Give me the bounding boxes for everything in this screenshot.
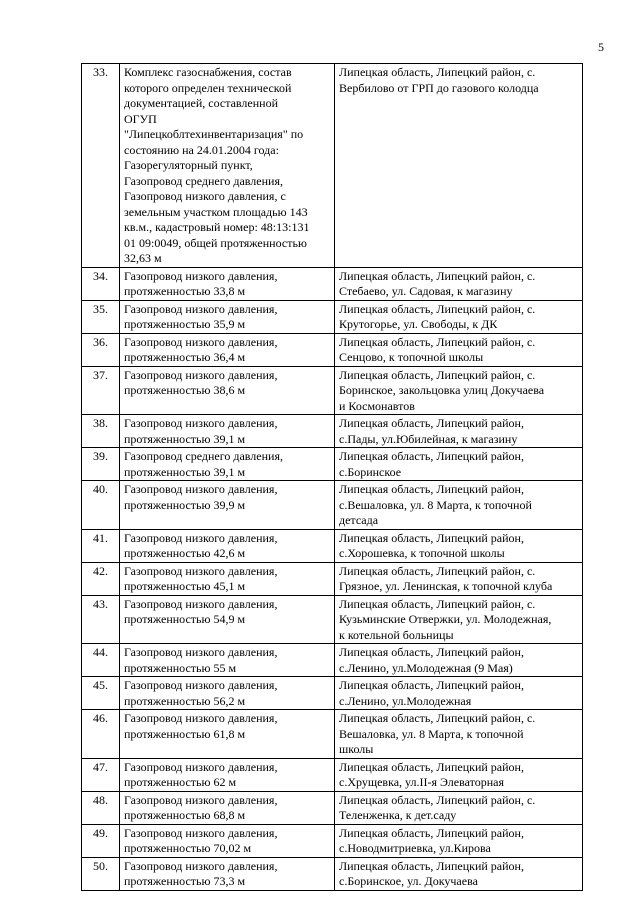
table-body [82,64,583,891]
object-description-cell-text: Газопровод низкого давления, протяженностью 39,1 м [124,416,278,446]
object-description-cell-text: Газопровод низкого давления, протяженностью 36,4 м [124,334,278,364]
location-cell-text: Липецкая область, Липецкий район, с.Пады, ул.Юбилейная, к магазину [339,416,524,446]
object-description-cell [120,448,335,481]
object-description-cell [120,267,335,300]
location-cell [335,758,583,791]
row-number-cell [82,415,120,448]
table-row [82,857,583,890]
row-number-cell [82,267,120,300]
object-description-cell [120,300,335,333]
location-cell-text: Липецкая область, Липецкий район, с.Новодмитриевка, ул.Кирова [339,825,524,855]
row-number-cell-text: 40. [93,482,108,496]
location-cell [335,824,583,857]
location-cell [335,529,583,562]
object-description-cell [120,824,335,857]
object-description-cell-text: Газопровод низкого давления, протяженностью 68,8 м [124,792,278,822]
location-cell-text: Липецкая область, Липецкий район, с. Сенцово, к топочной школы [339,334,536,364]
object-description-cell [120,710,335,759]
table-row [82,562,583,595]
location-cell-text: Липецкая область, Липецкий район, с.Боринское, ул. Докучаева [339,858,524,888]
table-row [82,758,583,791]
row-number-cell-text: 36. [93,334,108,349]
table-row [82,300,583,333]
object-description-cell-text: Газопровод низкого давления, протяженностью 56,2 м [124,678,278,708]
location-cell [335,64,583,268]
object-description-cell [120,366,335,415]
location-cell [335,448,583,481]
location-cell-text: Липецкая область, Липецкий район, с.Боринское [339,449,524,479]
location-cell [335,857,583,890]
location-cell [335,644,583,677]
row-number-cell [82,481,120,530]
row-number-cell [82,562,120,595]
row-number-cell [82,366,120,415]
location-cell [335,595,583,644]
object-description-cell [120,595,335,644]
location-cell-text: Липецкая область, Липецкий район, с.Вешаловка, ул. 8 Марта, к топочной детсада [339,482,532,527]
row-number-cell-text: 33. [93,65,108,79]
location-cell-text: Липецкая область, Липецкий район, с. Вешаловка, ул. 8 Марта, к топочной школы [339,711,536,756]
row-number-cell [82,824,120,857]
row-number-cell-text: 45. [93,678,108,692]
object-description-cell-text: Газопровод низкого давления, протяженностью 54,9 м [124,596,278,626]
table-row [82,333,583,366]
row-number-cell-text: 46. [93,711,108,725]
row-number-cell [82,333,120,366]
table-row [82,677,583,710]
object-description-cell-text: Газопровод низкого давления, протяженностью 39,9 м [124,482,278,512]
location-cell-text: Липецкая область, Липецкий район, с.Хрущевка, ул.II-я Элеваторная [339,759,524,789]
row-number-cell [82,644,120,677]
object-description-cell-text: Комплекс газоснабжения, состав которого определен технической документацией, составленной ОГУП "Липецкоблтехинвентаризация" по состоянию на 24.01.2004 года: Газорегуляторный пункт, Газопровод среднего давления, Газопровод низкого давления, с земельным участком площадью 143 кв.м., кадастровый номер: 48:13:131 01 09:0049, общей протяженностью 32,63 м [124,65,310,265]
object-description-cell [120,758,335,791]
location-cell-text: Липецкая область, Липецкий район, с. Грязное, ул. Ленинская, к топочной клуба [339,563,553,593]
table-row [82,791,583,824]
table-row [82,824,583,857]
location-cell-text: Липецкая область, Липецкий район, с. Теленженка, к дет.саду [339,792,536,822]
location-cell-text: Липецкая область, Липецкий район, с.Хорошевка, к топочной школы [339,530,524,560]
object-description-cell-text: Газопровод низкого давления, протяженностью 45,1 м [124,563,278,593]
location-cell [335,562,583,595]
object-description-cell [120,529,335,562]
location-cell [335,333,583,366]
object-description-cell-text: Газопровод низкого давления, протяженностью 38,6 м [124,367,278,397]
row-number-cell-text: 37. [93,367,108,382]
row-number-cell [82,595,120,644]
row-number-cell-text: 42. [93,563,108,578]
row-number-cell [82,300,120,333]
row-number-cell [82,857,120,890]
object-description-cell [120,562,335,595]
location-cell-text: Липецкая область, Липецкий район, с.Ленино, ул.Молодежная (9 Мая) [339,645,524,675]
row-number-cell [82,529,120,562]
object-description-cell-text: Газопровод низкого давления, протяженностью 42,6 м [124,530,278,560]
location-cell-text: Липецкая область, Липецкий район, с.Ленино, ул.Молодежная [339,678,524,708]
object-description-cell [120,415,335,448]
object-description-cell-text: Газопровод низкого давления, протяженностью 73,3 м [124,858,278,888]
location-cell [335,481,583,530]
row-number-cell-text: 41. [93,530,108,545]
location-cell [335,267,583,300]
location-cell-text: Липецкая область, Липецкий район, с. Крутогорье, ул. Свободы, к ДК [339,301,536,331]
table-row [82,366,583,415]
object-description-cell-text: Газопровод среднего давления, протяженностью 39,1 м [124,449,283,479]
object-description-cell [120,677,335,710]
property-table [81,63,583,891]
row-number-cell [82,791,120,824]
row-number-cell-text: 47. [93,759,108,774]
row-number-cell-text: 38. [93,416,108,430]
table-row [82,529,583,562]
object-description-cell [120,644,335,677]
table-row [82,267,583,300]
row-number-cell [82,677,120,710]
row-number-cell-text: 48. [93,792,108,807]
row-number-cell-text: 49. [93,825,108,840]
location-cell-text: Липецкая область, Липецкий район, с. Кузьминские Отвержки, ул. Молодежная, к котельной больницы [339,596,552,642]
row-number-cell [82,710,120,759]
row-number-cell-text: 44. [93,645,108,659]
object-description-cell-text: Газопровод низкого давления, протяженностью 35,9 м [124,301,278,331]
object-description-cell-text: Газопровод низкого давления, протяженностью 62 м [124,759,278,789]
object-description-cell [120,481,335,530]
location-cell [335,415,583,448]
row-number-cell [82,64,120,268]
row-number-cell-text: 39. [93,449,108,463]
row-number-cell [82,758,120,791]
location-cell [335,366,583,415]
object-description-cell [120,333,335,366]
object-description-cell-text: Газопровод низкого давления, протяженностью 55 м [124,645,278,675]
table-row [82,644,583,677]
row-number-cell-text: 34. [93,268,108,283]
location-cell-text: Липецкая область, Липецкий район, с. Стебаево, ул. Садовая, к магазину [339,268,536,298]
object-description-cell [120,857,335,890]
table-row [82,448,583,481]
table-row [82,595,583,644]
row-number-cell-text: 43. [93,596,108,611]
object-description-cell-text: Газопровод низкого давления, протяженностью 70,02 м [124,825,278,855]
location-cell [335,677,583,710]
location-cell [335,710,583,759]
row-number-cell [82,448,120,481]
table-row [82,710,583,759]
table-row [82,481,583,530]
location-cell [335,791,583,824]
object-description-cell [120,64,335,268]
object-description-cell-text: Газопровод низкого давления, протяженностью 33,8 м [124,268,278,298]
page-number: 5 [598,40,604,54]
object-description-cell [120,791,335,824]
table-row [82,415,583,448]
row-number-cell-text: 50. [93,858,108,873]
location-cell-text: Липецкая область, Липецкий район, с. Боринское, закольцовка улиц Докучаева и Космонавтов [339,367,545,413]
row-number-cell-text: 35. [93,301,108,316]
object-description-cell-text: Газопровод низкого давления, протяженностью 61,8 м [124,711,278,741]
table-row [82,64,583,268]
location-cell-text: Липецкая область, Липецкий район, с. Вербилово от ГРП до газового колодца [339,65,539,95]
location-cell [335,300,583,333]
